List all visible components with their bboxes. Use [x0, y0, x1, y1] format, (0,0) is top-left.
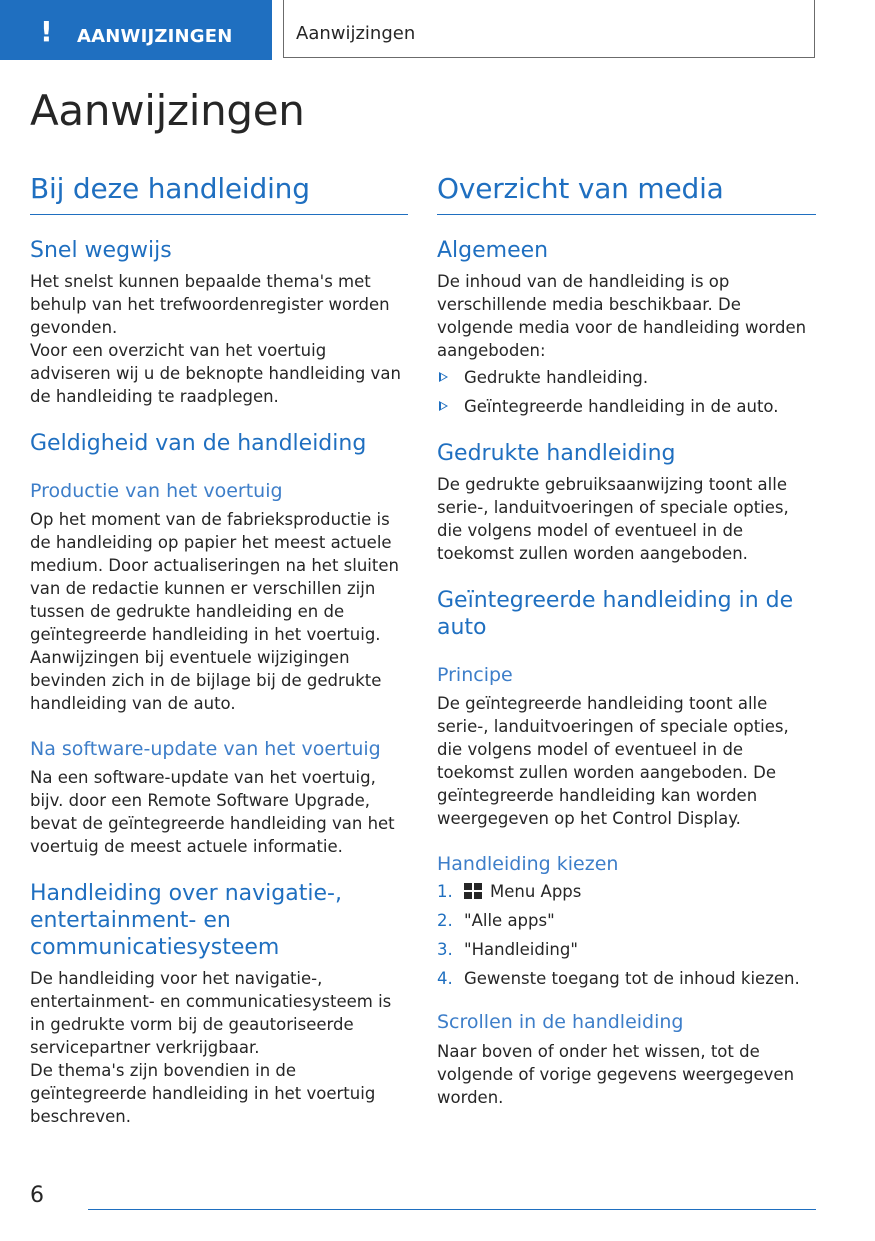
- chapter-tab: [0, 0, 272, 60]
- heading-gedrukte-handleiding: Gedrukte handleiding: [437, 441, 676, 466]
- heading-software-update: Na software-update van het voertuig: [30, 738, 381, 760]
- heading-snel-wegwijs: Snel wegwijs: [30, 238, 172, 263]
- heading-principe: Principe: [437, 664, 513, 686]
- list-item: Geïntegreerde handleiding in de auto.: [437, 395, 816, 418]
- list-item: 4. Gewenste toegang tot de inhoud kiezen.: [437, 969, 800, 988]
- media-list: [437, 366, 816, 418]
- paragraph: Na een software-update van het voertuig, bijv. door een Remote Software Upgrade, bevat de geïntegreerde handleiding van het voertuig de meest actuele informatie.: [30, 768, 395, 856]
- paragraph: Voor een overzicht van het voertuig adviseren wij u de beknopte handleiding van de handleiding te raadplegen.: [30, 341, 401, 406]
- paragraph: Op het moment van de fabrieksproductie is de handleiding op papier het meest actuele medium. Door actualiseringen na het sluiten van de redactie kunnen er verschillen zijn tussen de gedrukte handleiding en de geïntegreerde handleiding in het voertuig.: [30, 510, 399, 644]
- paragraph: De thema's zijn bovendien in de geïntegreerde handleiding in het voertuig beschreven.: [30, 1061, 376, 1126]
- heading-productie: Productie van het voertuig: [30, 480, 283, 502]
- paragraph: Aanwijzingen bij eventuele wijzigingen bevinden zich in de bijlage bij de gedrukte handleiding van de auto.: [30, 648, 382, 713]
- steps-list: [437, 880, 816, 990]
- heading-scrollen: Scrollen in de handleiding: [437, 1011, 684, 1033]
- list-item: Gedrukte handleiding.: [437, 366, 816, 389]
- breadcrumb-label: Aanwijzingen: [296, 23, 416, 44]
- list-item: 3. "Handleiding": [437, 940, 578, 959]
- exclamation-icon: !: [40, 15, 53, 48]
- page-number: 6: [30, 1183, 44, 1208]
- heading-handleiding-kiezen: Handleiding kiezen: [437, 853, 619, 875]
- heading-geintegreerde-handleiding: Geïntegreerde handleiding in de auto: [437, 588, 794, 640]
- left-column: [30, 170, 408, 1128]
- heading-navigatie-handleiding: Handleiding over navigatie-, entertainment- en communicatiesysteem: [30, 881, 342, 960]
- paragraph: De inhoud van de handleiding is op verschillende media beschikbaar. De volgende media voor de handleiding worden aangeboden:: [437, 272, 807, 360]
- paragraph: De gedrukte gebruiksaanwijzing toont alle serie-, landuitvoeringen of speciale opties, die volgens model of eventueel in de toekomst zullen worden aangeboden.: [437, 475, 789, 563]
- arrow-bullet-icon: [439, 401, 448, 411]
- chapter-tab-label: AANWIJZINGEN: [77, 26, 233, 47]
- right-column: [437, 170, 816, 1109]
- footer-divider: [88, 1209, 816, 1210]
- paragraph: Naar boven of onder het wissen, tot de volgende of vorige gegevens weergegeven worden.: [437, 1042, 795, 1107]
- arrow-bullet-icon: [439, 372, 448, 382]
- section-title-overzicht-van-media: Overzicht van media: [437, 170, 816, 215]
- list-item: 2. "Alle apps": [437, 911, 555, 930]
- paragraph: De geïntegreerde handleiding toont alle serie-, landuitvoeringen of speciale opties, die volgens model of eventueel in de toekomst zullen worden aangeboden. De geïntegreerde handleiding kan worden weergegeven op het Control Display.: [437, 694, 789, 828]
- paragraph: Het snelst kunnen bepaalde thema's met behulp van het trefwoordenregister worden gevonden.: [30, 272, 390, 337]
- section-title-bij-deze-handleiding: Bij deze handleiding: [30, 170, 408, 215]
- paragraph: De handleiding voor het navigatie-, entertainment- en communicatiesysteem is in gedrukte vorm bij de geautoriseerde servicepartner verkrijgbaar.: [30, 969, 392, 1057]
- heading-algemeen: Algemeen: [437, 238, 549, 263]
- apps-grid-icon: [464, 883, 482, 899]
- page-title: Aanwijzingen: [30, 86, 305, 135]
- breadcrumb: [283, 0, 815, 58]
- heading-geldigheid: Geldigheid van de handleiding: [30, 431, 367, 456]
- list-item: 1. Menu Apps: [437, 882, 582, 901]
